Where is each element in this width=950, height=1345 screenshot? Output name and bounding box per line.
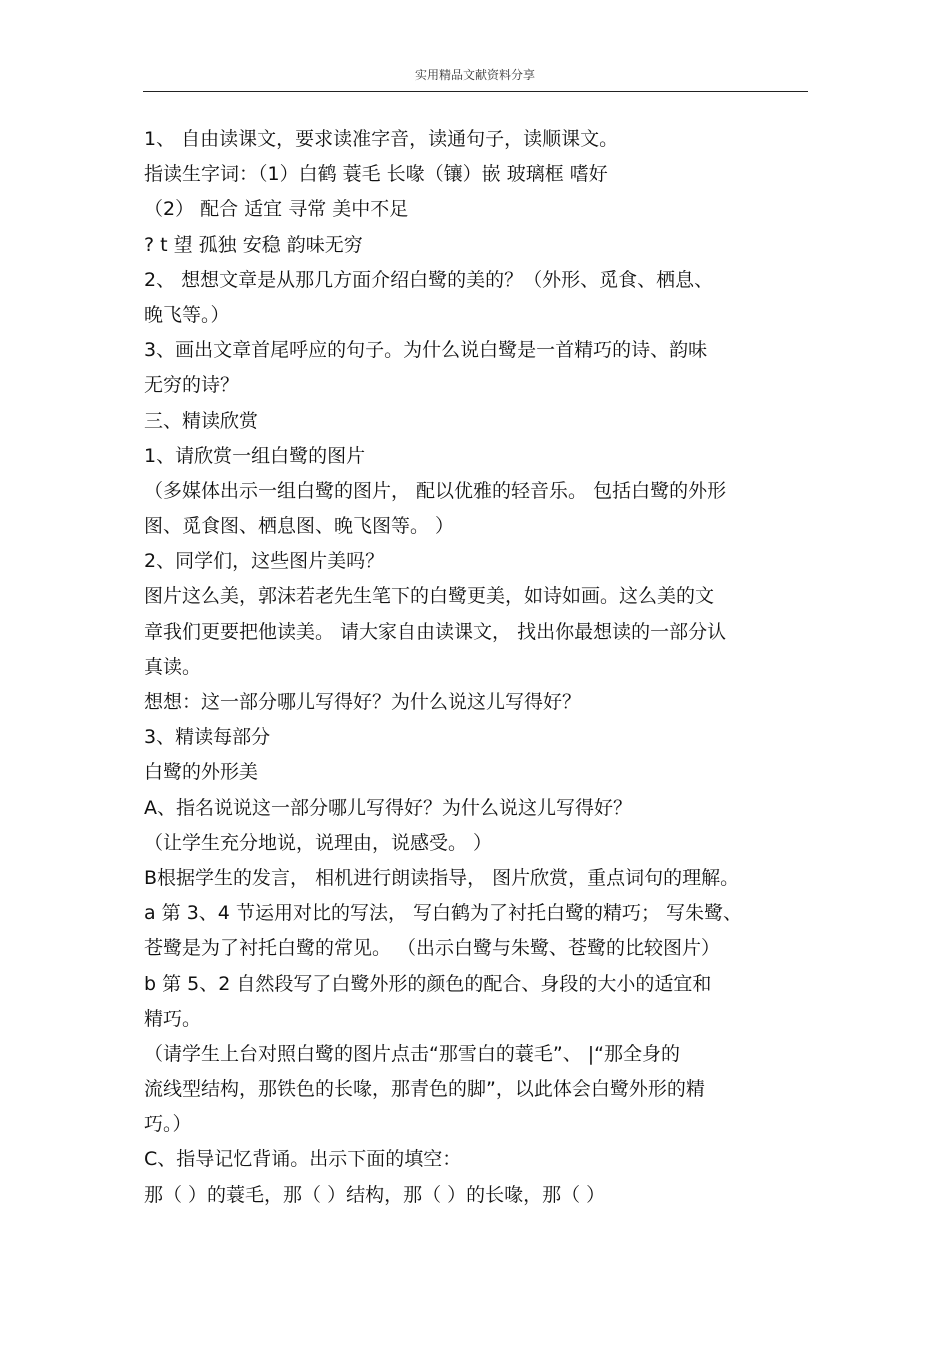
header-divider [143,91,808,92]
text-line: 真读。 [144,655,202,678]
text-line: 流线型结构，那铁色的长喙，那青色的脚”，以此体会白鹭外形的精 [144,1078,705,1101]
text-line: （请学生上台对照白鹭的图片点击“那雪白的蓑毛”、 |“那全身的 [144,1042,680,1065]
section-heading: 三、精读欣赏 [144,409,259,432]
text-line: （多媒体出示一组白鹭的图片， 配以优雅的轻音乐。 包括白鹭的外形 [144,479,727,502]
text-line: 图片这么美，郭沫若老先生笔下的白鹭更美，如诗如画。这么美的文 [144,585,715,608]
text-line: 2、 想想文章是从那几方面介绍白鹭的美的？（外形、觅食、栖息、 [144,268,714,291]
text-line: C、指导记忆背诵。出示下面的填空： [144,1148,462,1171]
document-body [144,122,814,1213]
text-line: 3、画出文章首尾呼应的句子。为什么说白鹭是一首精巧的诗、韵味 [144,339,708,362]
text-line: a 第 3、4 节运用对比的写法， 写白鹤为了衬托白鹭的精巧； 写朱鹭、 [144,902,743,925]
text-line: （让学生充分地说，说理由，说感受。 ） [144,831,493,854]
text-line: A、指名说说这一部分哪儿写得好？为什么说这儿写得好？ [144,796,632,819]
text-line: 晚飞等。） [144,303,230,326]
text-line: 图、觅食图、栖息图、晚飞图等。 ） [144,515,455,538]
text-line: 想想：这一部分哪儿写得好？为什么说这儿写得好？ [144,691,582,713]
page-header: 实用精品文献资料分享 [414,68,535,82]
text-line: 3、精读每部分 [144,726,271,749]
text-line: 1、请欣赏一组白鹭的图片 [144,444,366,467]
text-line: B根据学生的发言， 相机进行朗读指导， 图片欣赏，重点词句的理解。 [144,866,740,889]
text-line: （2） 配合 适宜 寻常 美中不足 [144,198,409,221]
text-line: 指读生字词：（1）白鹤 蓑毛 长喙（镶）嵌 玻璃框 嗜好 [144,163,608,186]
text-line: 苍鹭是为了衬托白鹭的常见。 （出示白鹭与朱鹭、苍鹭的比较图片） [144,937,721,960]
text-line: 章我们更要把他读美。 请大家自由读课文， 找出你最想读的一部分认 [144,620,727,643]
text-line: 1、 自由读课文，要求读准字音，读通句子，读顺课文。 [144,128,619,150]
fill-in-blank-line: 那（ ）的蓑毛，那（ ）结构，那（ ）的长喙，那（ ） [144,1183,606,1206]
subsection-heading: 白鹭的外形美 [144,761,259,784]
text-line: 精巧。 [144,1007,202,1030]
text-line: b 第 5、2 自然段写了白鹭外形的颜色的配合、身段的大小的适宜和 [144,972,712,995]
text-line: 2、同学们，这些图片美吗？ [144,550,385,573]
text-line: 巧。） [144,1113,192,1136]
text-line: ? t 望 孤独 安稳 韵味无穷 [144,233,363,256]
text-line: 无穷的诗？ [144,374,240,397]
